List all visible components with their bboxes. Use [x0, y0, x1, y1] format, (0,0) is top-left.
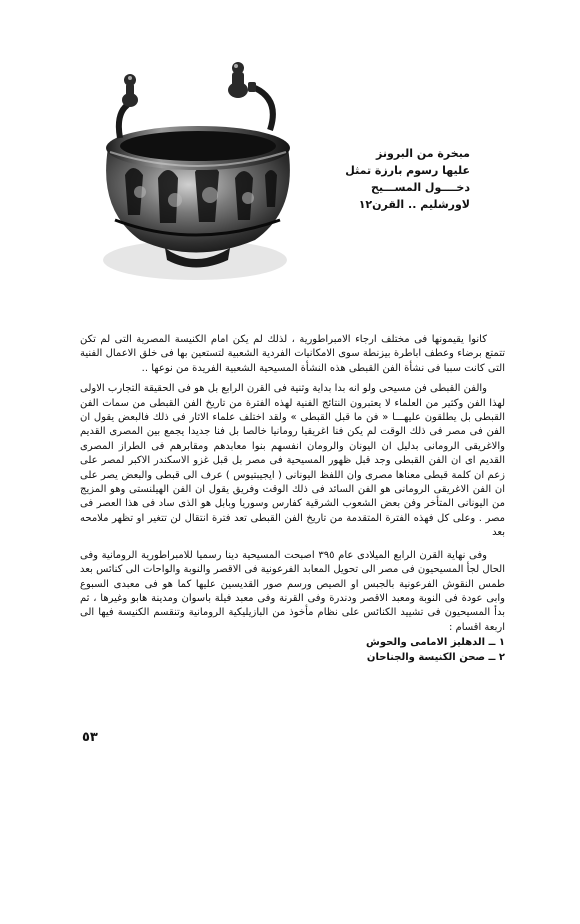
paragraph: كانوا يقيمونها فى مختلف ارجاء الامبراطورية ، لذلك لم يكن امام الكنيسة المصرية التى لم تكن تتمتع برضاء وعطف اباطرة بيزنطة سوى الامكانيات الفردية الشعبية لتستعين بها فى خلق الاعمال الفنية التى كانت سببا فى نشأة الفن القبطى هذه النشأة المسيحية الشعبية الفريدة من نوعها .. — [80, 334, 505, 374]
church-sections-list — [80, 636, 505, 665]
caption-line: دخــــول المســـيح — [370, 181, 470, 194]
caption-line: لاورشليم .. القرن١٢ — [358, 198, 470, 211]
caption-line: مبخرة من البرونز — [376, 147, 470, 160]
paragraph: والفن القبطى فن مسيحى ولو انه بدا بداية وثنية فى القرن الرابع بل هو فى الحقيقة التجارب الاولى لهذا الفن وكثير من العلماء لا يعتبرون النتائج الفنية لهذه الفترة من تاريخ الفن القبطى من سمات الفن القبطى بل يطلقون عليهـــا « فن ما قبل القبطى » ولقد اختلف علماء الاثار فى ذلك فالبعض يقول ان الفن فى مصر فى ذلك الوقت لم يكن فنا اغريقيا رومانيا خالصا بل فنا جديدا يجمع بين المصرى القديم والاغريقى الرومانى بدليل ان اليونان والرومان انفسهم بنوا معابدهم ومقابرهم فى الطراز المصرى القديم اى ان الفن القبطى وجد قبل ظهور المسيحية فى مصر بل قبل غزو الاسكندر الاكبر لمصر على زعم ان كلمة قبطى معناها مصرى وان اللفظ اليونانى ( ايجيبتيوس ) عرف الى قبطى والبعض يصر على ان الفن الاغريقى الرومانى هو الفن السائد فى ذلك الوقت وفريق يقول ان الفن الهيلنستى وهو المزيج من اليونانى المتأخر وفن بعض الشعوب الشرقية كفارس وسوريا وبابل هو الذى ساد فى هذا العصر فى مصر . وعلى كل فهذه الفترة المتقدمة من تاريخ الفن القبطى تعد فترة انتقال لن تتغير او تظهر ملامحه بعد — [80, 383, 505, 539]
paragraph: وفى نهاية القرن الرابع الميلادى عام ٣٩٥ اصبحت المسيحية دينا رسميا للامبراطورية الرومانية وفى الحال لجأ المسيحيون فى مصر الى تحويل المعابد الفرعونية فى الاقصر والنوبة والواحات الى كنائس بعد طمس النقوش الفرعونية بالجبس او الصيص ورسم صور القديسين عليها كما هو فى معبدى السبوع وابى عودة فى النوبة ومعبد الاقصر ودندرة وفى القرنة وفى معبد فيلة باسوان ومدينة هابو وغيرها ، ثم بدأ المسيحيون فى تشييد الكنائس على نظام مأخوذ من البازيليكية الرومانية وتنقسم الكنيسة فيها الى اربعة اقسام : — [80, 549, 505, 633]
page-number: ٥٣ — [82, 730, 98, 745]
bronze-censer-photo-icon — [70, 60, 325, 290]
list-item: ١ ــ الدهليز الامامى والحوش — [366, 637, 505, 649]
figure-caption — [330, 145, 470, 213]
body-text — [80, 333, 505, 665]
caption-line: عليها رسوم بارزة تمثل — [345, 164, 470, 177]
list-item: ٢ ــ صحن الكنيسة والجناحان — [366, 651, 505, 663]
